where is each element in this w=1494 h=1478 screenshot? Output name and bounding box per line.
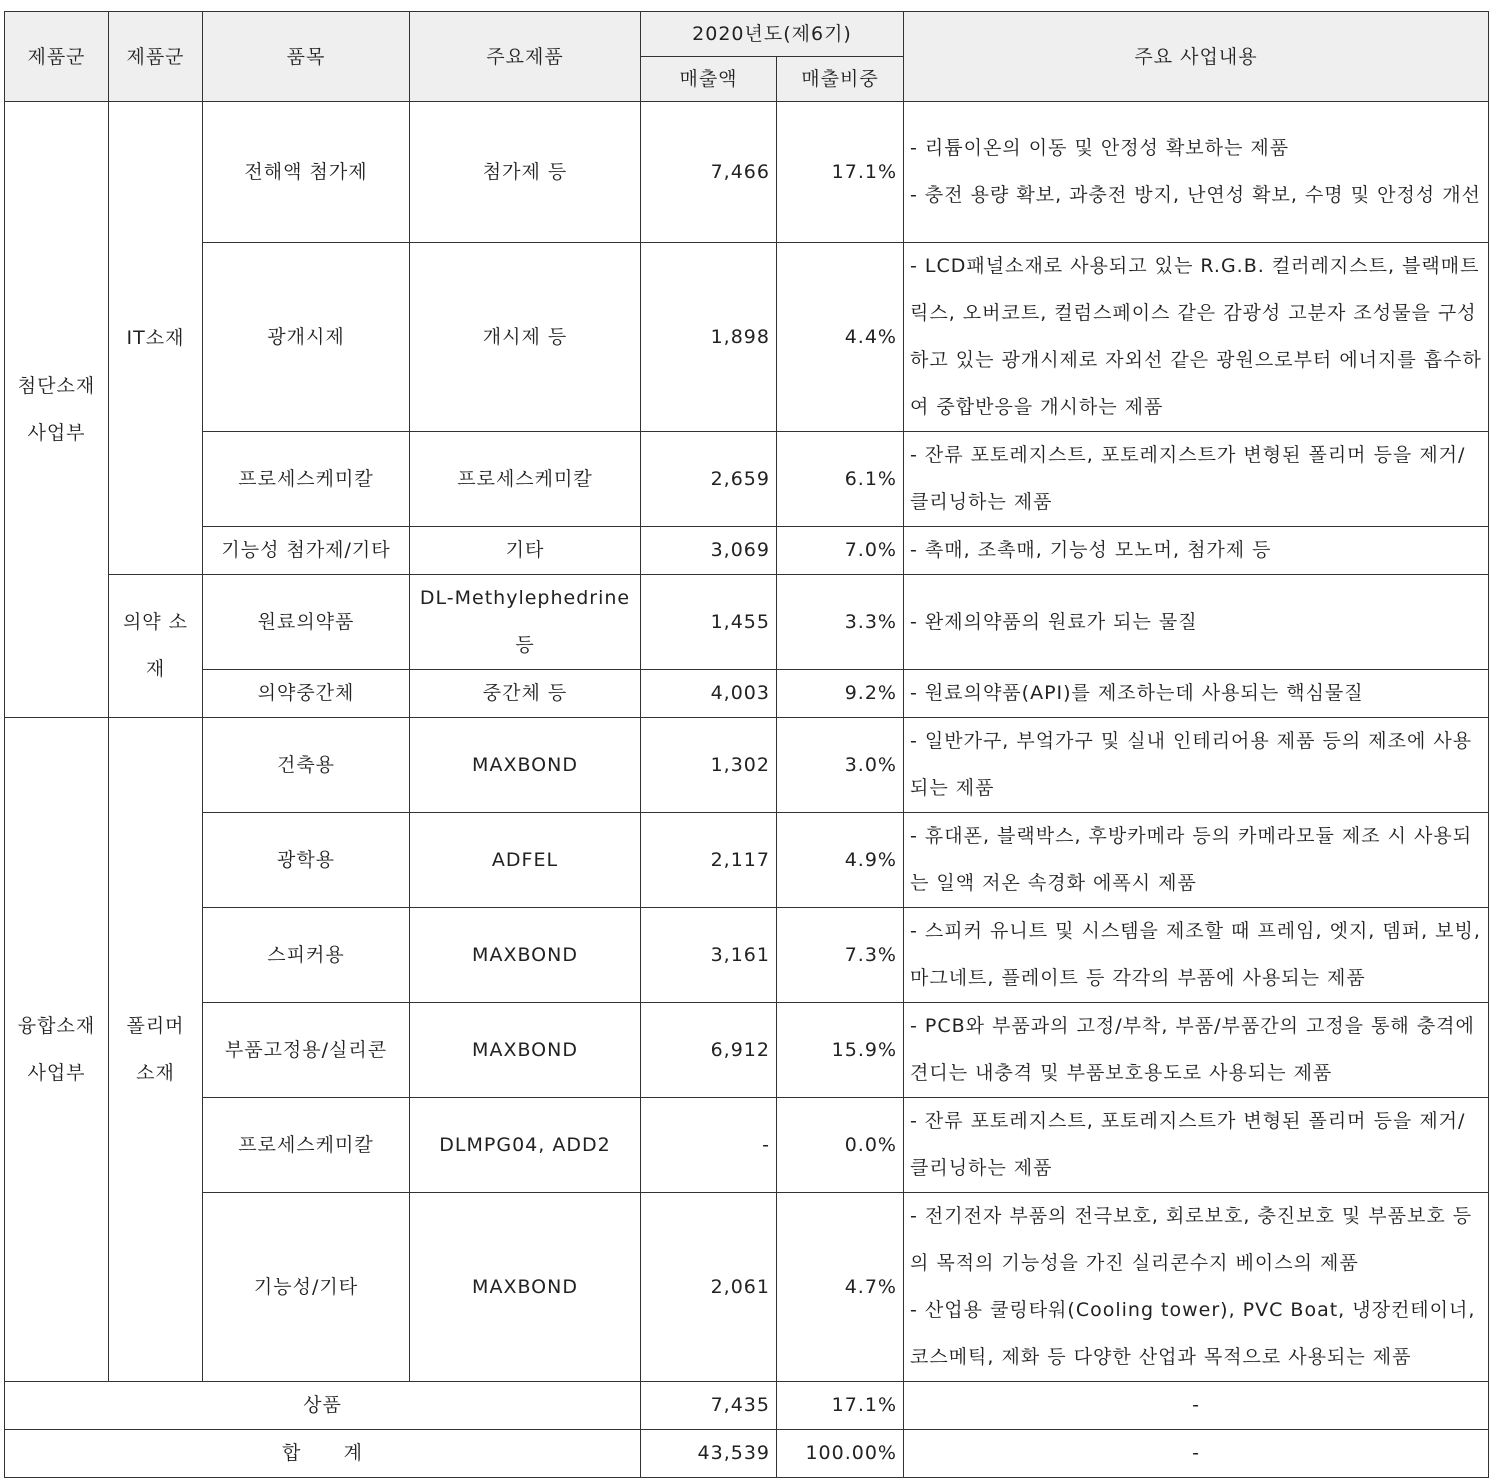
sales-cell: 6,912 [641, 1003, 777, 1098]
header-product-group-1: 제품군 [5, 12, 109, 102]
header-year: 2020년도(제6기) [641, 12, 904, 57]
item-cell: 광개시제 [203, 243, 410, 432]
desc-line: - 리튬이온의 이동 및 안정성 확보하는 제품 [910, 137, 1290, 159]
sales-cell: 2,061 [641, 1193, 777, 1382]
header-item: 품목 [203, 12, 410, 102]
product-cell: 개시제 등 [410, 243, 641, 432]
desc-line: - 전기전자 부품의 전극보호, 회로보호, 충진보호 및 부품보호 등의 목적의 기능성을 가진 실리콘수지 베이스의 제품 [910, 1205, 1473, 1274]
product-cell: 프로세스케미칼 [410, 432, 641, 527]
header-business-desc: 주요 사업내용 [904, 12, 1489, 102]
sales-cell: 1,302 [641, 718, 777, 813]
desc-cell [904, 527, 1489, 575]
desc-line: - 잔류 포토레지스트, 포토레지스트가 변형된 폴리머 등을 제거/클리닝하는 제품 [910, 1110, 1466, 1179]
ratio-cell: 7.3% [777, 908, 904, 1003]
desc-cell [904, 102, 1489, 243]
goods-desc: - [904, 1382, 1489, 1430]
ratio-cell: 3.3% [777, 575, 904, 670]
sales-cell: 1,455 [641, 575, 777, 670]
sales-cell: - [641, 1098, 777, 1193]
ratio-cell: 15.9% [777, 1003, 904, 1098]
desc-line: - PCB와 부품과의 고정/부착, 부품/부품간의 고정을 통해 충격에 견디는 내충격 및 부품보호용도로 사용되는 제품 [910, 1015, 1475, 1084]
ratio-cell: 3.0% [777, 718, 904, 813]
product-cell: ADFEL [410, 813, 641, 908]
desc-cell [904, 1098, 1489, 1193]
product-cell: MAXBOND [410, 718, 641, 813]
division-fusion-materials: 융합소재 사업부 [5, 718, 109, 1382]
group-it-materials: IT소재 [109, 102, 203, 575]
total-ratio: 100.00% [777, 1430, 904, 1478]
item-cell: 프로세스케미칼 [203, 432, 410, 527]
ratio-cell: 4.7% [777, 1193, 904, 1382]
item-cell: 전해액 첨가제 [203, 102, 410, 243]
desc-line: - 완제의약품의 원료가 되는 물질 [910, 610, 1198, 633]
ratio-cell: 6.1% [777, 432, 904, 527]
item-cell: 기능성/기타 [203, 1193, 410, 1382]
item-cell: 기능성 첨가제/기타 [203, 527, 410, 575]
product-cell: DL-Methylephedrine 등 [410, 575, 641, 670]
product-cell: MAXBOND [410, 1003, 641, 1098]
header-ratio: 매출비중 [777, 57, 904, 102]
goods-label: 상품 [5, 1382, 641, 1430]
product-cell: MAXBOND [410, 1193, 641, 1382]
ratio-cell: 17.1% [777, 102, 904, 243]
desc-cell [904, 432, 1489, 527]
desc-cell [904, 908, 1489, 1003]
item-cell: 광학용 [203, 813, 410, 908]
header-main-product: 주요제품 [410, 12, 641, 102]
ratio-cell: 4.4% [777, 243, 904, 432]
desc-line: - 촉매, 조촉매, 기능성 모노머, 첨가제 등 [910, 539, 1272, 561]
header-product-group-2: 제품군 [109, 12, 203, 102]
desc-cell [904, 813, 1489, 908]
header-sales: 매출액 [641, 57, 777, 102]
sales-cell: 3,069 [641, 527, 777, 575]
product-cell: 첨가제 등 [410, 102, 641, 243]
total-sales: 43,539 [641, 1430, 777, 1478]
division-advanced-materials: 첨단소재 사업부 [5, 102, 109, 718]
desc-line: - 충전 용량 확보, 과충전 방지, 난연성 확보, 수명 및 안정성 개선 [910, 184, 1481, 206]
goods-sales: 7,435 [641, 1382, 777, 1430]
desc-line: - 원료의약품(API)를 제조하는데 사용되는 핵심물질 [910, 682, 1364, 704]
product-cell: 중간체 등 [410, 670, 641, 718]
desc-cell [904, 243, 1489, 432]
total-desc: - [904, 1430, 1489, 1478]
ratio-cell: 4.9% [777, 813, 904, 908]
sales-cell: 3,161 [641, 908, 777, 1003]
desc-line: - LCD패널소재로 사용되고 있는 R.G.B. 컬러레지스트, 블랙매트릭스, 오버코트, 컬럼스페이스 같은 감광성 고분자 조성물을 구성하고 있는 광개시제로 자외선 같은 광원으로부터 에너지를 흡수하여 중합반응을 개시하는 제품 [910, 255, 1482, 418]
goods-ratio: 17.1% [777, 1382, 904, 1430]
group-pharma-materials: 의약 소재 [109, 575, 203, 718]
desc-line: - 산업용 쿨링타워(Cooling tower), PVC Boat, 냉장컨테이너, 코스메틱, 제화 등 다양한 산업과 목적으로 사용되는 제품 [910, 1299, 1476, 1368]
desc-line: - 스피커 유니트 및 시스템을 제조할 때 프레임, 엣지, 뎀퍼, 보빙, 마그네트, 플레이트 등 각각의 부품에 사용되는 제품 [910, 920, 1481, 989]
desc-cell [904, 575, 1489, 670]
ratio-cell: 7.0% [777, 527, 904, 575]
sales-cell: 2,117 [641, 813, 777, 908]
total-label: 합 계 [5, 1430, 641, 1478]
desc-line: - 잔류 포토레지스트, 포토레지스트가 변형된 폴리머 등을 제거/클리닝하는 제품 [910, 444, 1466, 513]
sales-cell: 4,003 [641, 670, 777, 718]
sales-table [4, 11, 1489, 1478]
ratio-cell: 0.0% [777, 1098, 904, 1193]
item-cell: 부품고정용/실리콘 [203, 1003, 410, 1098]
sales-cell: 2,659 [641, 432, 777, 527]
product-cell: 기타 [410, 527, 641, 575]
desc-line: - 휴대폰, 블랙박스, 후방카메라 등의 카메라모듈 제조 시 사용되는 일액 저온 속경화 에폭시 제품 [910, 825, 1473, 894]
desc-cell [904, 670, 1489, 718]
product-cell: MAXBOND [410, 908, 641, 1003]
item-cell: 프로세스케미칼 [203, 1098, 410, 1193]
item-cell: 의약중간체 [203, 670, 410, 718]
desc-cell [904, 718, 1489, 813]
ratio-cell: 9.2% [777, 670, 904, 718]
item-cell: 건축용 [203, 718, 410, 813]
sales-cell: 7,466 [641, 102, 777, 243]
item-cell: 원료의약품 [203, 575, 410, 670]
item-cell: 스피커용 [203, 908, 410, 1003]
desc-cell [904, 1003, 1489, 1098]
desc-cell [904, 1193, 1489, 1382]
group-polymer-materials: 폴리머 소재 [109, 718, 203, 1382]
sales-cell: 1,898 [641, 243, 777, 432]
product-cell: DLMPG04, ADD2 [410, 1098, 641, 1193]
desc-line: - 일반가구, 부엌가구 및 실내 인테리어용 제품 등의 제조에 사용되는 제품 [910, 730, 1473, 799]
